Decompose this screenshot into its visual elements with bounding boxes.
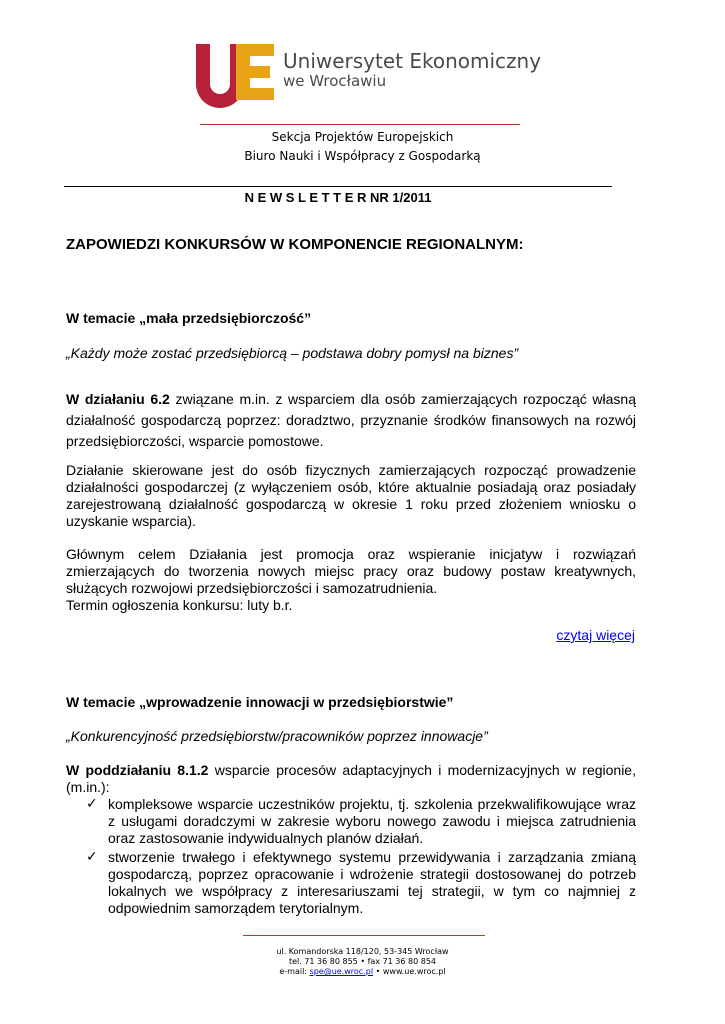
checkmark-icon: ✓ <box>86 796 98 812</box>
section1-action <box>66 389 636 452</box>
section2-title: W temacie „wprowadzenie innowacji w przedsiębiorstwie” <box>66 694 454 710</box>
section2-action-number: W poddziałaniu 8.1.2 <box>66 762 209 778</box>
university-city: we Wrocławiu <box>283 72 387 90</box>
section1-action-number: W działaniu 6.2 <box>66 391 170 407</box>
footer-email-link[interactable]: spe@ue.wroc.pl <box>309 967 374 976</box>
checkmark-icon: ✓ <box>86 849 98 865</box>
footer-divider <box>243 935 485 936</box>
logo-e-shape <box>236 44 274 100</box>
section1-title: W temacie „mała przedsiębiorczość” <box>66 310 312 326</box>
newsletter-title: N E W S L E T T E R NR 1/2011 <box>244 190 432 205</box>
title-rule <box>64 186 612 187</box>
section1-target-paragraph: Działanie skierowane jest do osób fizycznych zamierzających rozpocząć prowadzenie działalności gospodarczej (z wyłączeniem osób, które aktualnie posiadają oraz posiadały zarejestrowaną działalność gospodarczą w okresie 1 roku przed złożeniem wniosku o uzyskanie wsparcia). <box>66 462 636 529</box>
list-item-text: stworzenie trwałego i efektywnego systemu przewidywania i zarządzania zmianą gospodarczą, poprzez opracowanie i wdrożenie strategii dostosowanej do potrzeb lokalnych we współpracy z interesariuszami tej strategii, w tym co najmniej z odpowiednim samorządem terytorialnym. <box>108 849 636 916</box>
university-name: Uniwersytet Ekonomiczny <box>283 49 542 73</box>
section1-goal-paragraph: Głównym celem Działania jest promocja oraz wspieranie inicjatyw i rozwiązań zmierzających do tworzenia nowych miejsc pracy oraz budowy postaw kreatywnych, służących rozwojowi przedsiębiorczości i samozatrudnienia. <box>66 546 636 596</box>
office-name: Biuro Nauki i Współpracy z Gospodarką <box>244 149 481 163</box>
footer-address: ul. Komandorska 118/120, 53-345 Wrocław <box>276 947 449 956</box>
read-more-link[interactable]: czytaj więcej <box>556 627 635 643</box>
list-item <box>86 849 636 917</box>
list-item-text: kompleksowe wsparcie uczestników projektu, tj. szkolenia przekwalifikowujące wraz z usługami doradczymi w zakresie wyboru nowego zawodu i miejsca zatrudnienia oraz zastosowanie indywidualnych planów działań. <box>108 796 636 846</box>
section1-deadline: Termin ogłoszenia konkursu: luty b.r. <box>66 597 293 613</box>
section2-quote: „Konkurencyjność przedsiębiorstw/pracowników poprzez innowacje” <box>66 728 488 744</box>
section1-action-text: związane m.in. z wsparciem dla osób zamierzających rozpocząć własną działalność gospodarczą poprzez: doradztwo, przyznanie środków finansowych na rozwój przedsiębiorczości, wsparcie pomostowe. <box>66 391 637 449</box>
footer-phone: tel. 71 36 80 855 • fax 71 36 80 854 <box>288 957 437 966</box>
footer-web: • www.ue.wroc.pl <box>373 967 446 976</box>
department-name: Sekcja Projektów Europejskich <box>271 130 454 144</box>
list-item <box>86 796 636 847</box>
section2-bullet-list <box>86 796 636 919</box>
section1-quote: „Każdy może zostać przedsiębiorcą – podstawa dobry pomysł na biznes” <box>66 345 519 361</box>
footer-email-label: e-mail: <box>279 967 310 976</box>
main-heading: ZAPOWIEDZI KONKURSÓW W KOMPONENCIE REGIONALNYM: <box>66 236 524 253</box>
footer-contact <box>0 967 725 976</box>
section2-action <box>66 762 636 796</box>
section2-action-text: wsparcie procesów adaptacyjnych i modernizacyjnych w regionie, (m.in.): <box>66 762 636 795</box>
header-divider <box>200 124 520 125</box>
